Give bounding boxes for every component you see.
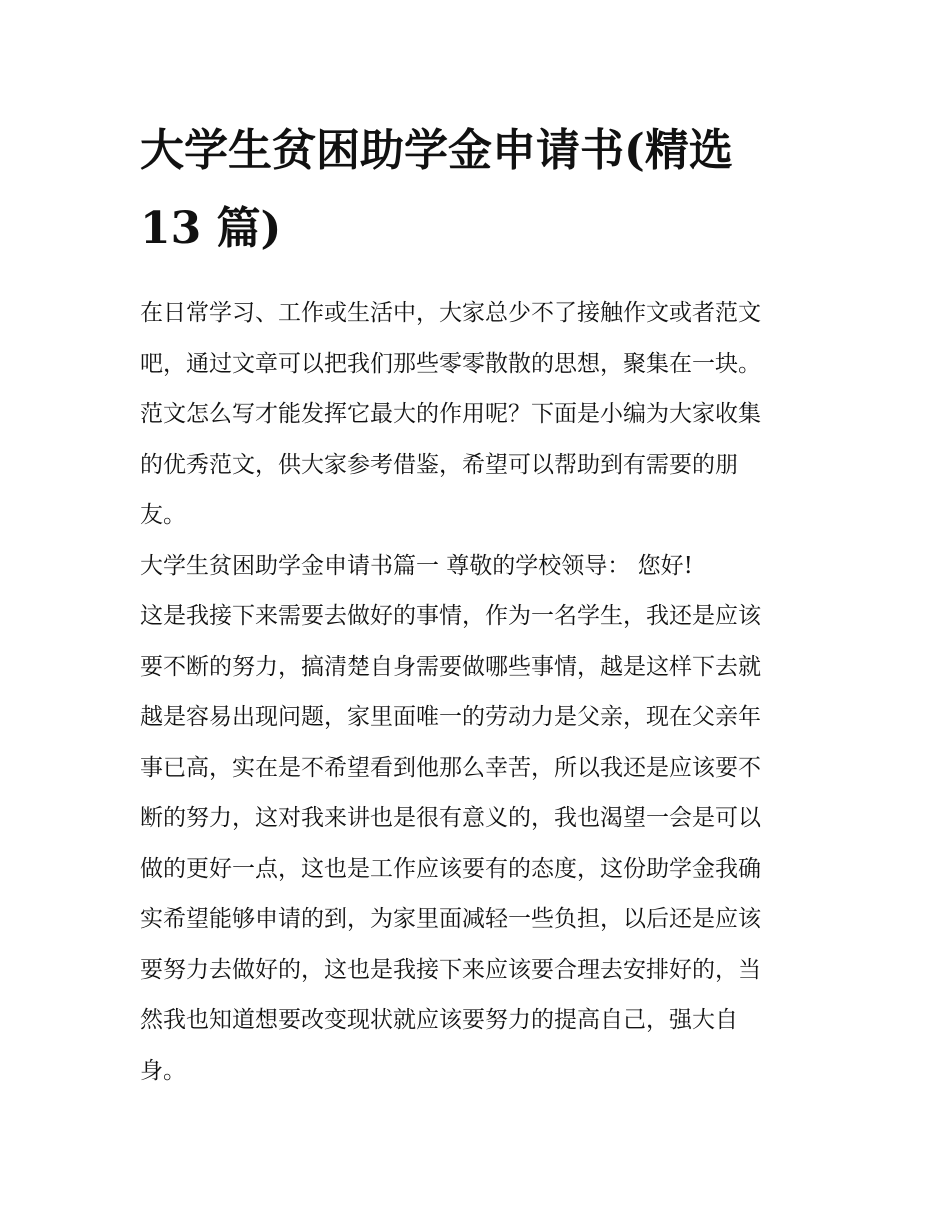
paragraph-line: 在日常学习、工作或生活中，大家总少不了接触作文或者范文	[140, 300, 761, 326]
paragraph-line: 要不断的努力，搞清楚自身需要做哪些事情，越是这样下去就	[140, 653, 761, 680]
paragraph-line: 友。	[140, 502, 186, 528]
paragraph-line: 事已高，实在是不希望看到他那么幸苦，所以我还是应该要不	[140, 754, 761, 781]
paragraph-line: 然我也知道想要改变现状就应该要努力的提高自己，强大自	[140, 1007, 738, 1033]
paragraph-line: 断的努力，这对我来讲也是很有意义的，我也渴望一会是可以	[140, 805, 761, 831]
paragraph-line: 身。	[140, 1057, 186, 1084]
body-paragraph	[140, 591, 812, 1096]
paragraph-line: 的优秀范文，供大家参考借鉴，希望可以帮助到有需要的朋	[140, 451, 738, 478]
paragraph-line: 实希望能够申请的到，为家里面减轻一些负担，以后还是应该	[140, 906, 761, 932]
paragraph-line: 吧，通过文章可以把我们那些零零散散的思想，聚集在一块。	[140, 350, 761, 377]
section-heading-text: 大学生贫困助学金申请书篇一 尊敬的学校领导： 您好!	[140, 552, 693, 579]
intro-paragraph	[140, 288, 812, 541]
paragraph-line: 做的更好一点，这也是工作应该要有的态度，这份助学金我确	[140, 855, 761, 882]
title-line: 13 篇)	[140, 203, 282, 254]
paragraph-line: 越是容易出现问题，家里面唯一的劳动力是父亲，现在父亲年	[140, 704, 761, 730]
paragraph-line: 这是我接下来需要去做好的事情，作为一名学生，我还是应该	[140, 603, 761, 629]
paragraph-line: 范文怎么写才能发挥它最大的作用呢？下面是小编为大家收集	[140, 401, 761, 427]
document-page	[140, 112, 812, 1096]
document-title	[140, 112, 812, 268]
section-heading	[140, 541, 812, 592]
paragraph-line: 要努力去做好的，这也是我接下来应该要合理去安排好的，当	[140, 956, 761, 983]
title-line: 大学生贫困助学金申请书(精选	[140, 125, 733, 176]
